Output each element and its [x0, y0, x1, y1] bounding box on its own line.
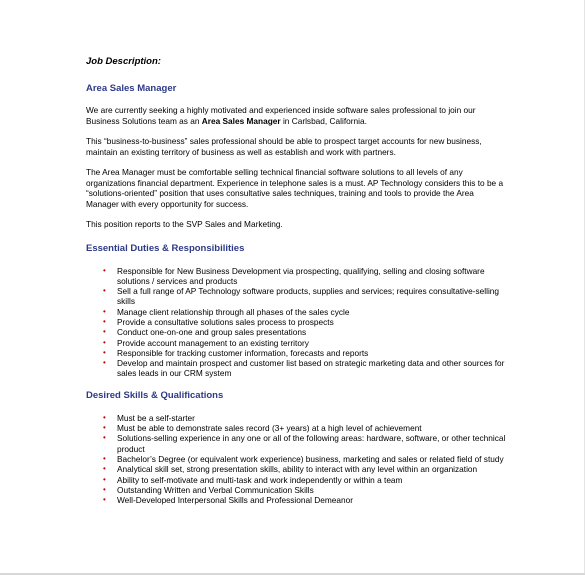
intro-text-start: We are currently seeking a highly motivated and experienced inside software sales professional to join our Business Solutions team as an [86, 105, 476, 126]
duty-item-text: Sell a full range of AP Technology software products, supplies and services; requires consultative-selling skills [117, 286, 500, 307]
skill-item [103, 464, 506, 475]
skills-list [86, 413, 506, 506]
duty-item-text: Provide account management to an existing territory [117, 337, 309, 348]
bullet-icon: • [103, 453, 106, 463]
skill-item-text: Must be a self-starter [117, 412, 195, 423]
skill-item-text: Must be able to demonstrate sales record (3+ years) at a high level of achievement [117, 423, 422, 434]
document-title: Job Description: [86, 56, 161, 67]
skill-item [103, 495, 506, 506]
b2b-paragraph: This “business-to-business” sales professional should be able to prospect target accounts for new business, maintain an existing territory of business as well as establish and work with partners. [86, 136, 482, 157]
skill-item [103, 433, 506, 454]
skill-item [103, 423, 506, 434]
skill-item-text: Well-Developed Interpersonal Skills and Professional Demeanor [117, 495, 353, 506]
bullet-icon: • [103, 286, 106, 296]
bullet-icon: • [103, 464, 106, 474]
intro-position-name: Area Sales Manager [201, 115, 281, 126]
duty-item-text: Responsible for New Business Development via prospecting, qualifying, selling and closing software solutions / services and products [117, 265, 485, 286]
bullet-icon: • [103, 484, 106, 494]
bullet-icon: • [103, 347, 106, 357]
position-heading: Area Sales Manager [86, 83, 177, 94]
duty-item-text: Responsible for tracking customer information, forecasts and reports [117, 347, 369, 358]
bullet-icon: • [103, 306, 106, 316]
skill-item-text: Analytical skill set, strong presentation skills, ability to interact with any level within an organization [117, 464, 478, 475]
skill-item-text: Bachelor’s Degree (or equivalent work experience) business, marketing and sales or related field of study [117, 453, 504, 464]
duties-list [86, 266, 506, 379]
duty-item-text: Conduct one-on-one and group sales presentations [117, 327, 307, 338]
bullet-icon: • [103, 495, 106, 505]
bullet-icon: • [103, 316, 106, 326]
skill-item-text: Outstanding Written and Verbal Communication Skills [117, 484, 314, 495]
duties-heading: Essential Duties & Responsibilities [86, 242, 245, 254]
skill-item [103, 484, 506, 495]
document-body [86, 56, 506, 505]
duty-item [103, 337, 506, 348]
duty-item [103, 265, 506, 287]
intro-text-end: in Carlsbad, California. [280, 115, 367, 126]
bullet-icon: • [103, 327, 106, 337]
duty-item [103, 286, 506, 307]
skill-item [103, 453, 506, 464]
reports-to-paragraph: This position reports to the SVP Sales and Marketing. [86, 219, 283, 229]
skill-item-text: Ability to self-motivate and multi-task and work independently or within a team [117, 474, 403, 485]
bullet-icon: • [103, 412, 106, 422]
bullet-icon: • [103, 265, 106, 275]
bullet-icon: • [103, 423, 106, 433]
duty-item [103, 327, 506, 338]
bullet-icon: • [103, 337, 106, 347]
duty-item [103, 316, 506, 327]
skill-item [103, 474, 506, 485]
skills-heading: Desired Skills & Qualifications [86, 389, 224, 401]
duty-item-text: Manage client relationship through all phases of the sales cycle [117, 306, 350, 317]
skill-item-text: Solutions-selling experience in any one or all of the following areas: hardware, software, or other technical product [117, 433, 506, 454]
duty-item [103, 347, 506, 358]
duty-item-text: Provide a consultative solutions sales process to prospects [117, 316, 334, 327]
bullet-icon: • [103, 358, 106, 368]
duty-item [103, 358, 506, 379]
intro-paragraph [86, 105, 506, 126]
area-manager-paragraph: The Area Manager must be comfortable selling technical financial software solutions to all levels of any organizations financial department. Experience in telephone sales is a must. AP Technology considers this to be a “solutions-oriented” position that uses consultative sales techniques, training and tools to provide the Area Manager with every opportunity for success. [86, 167, 504, 209]
duty-item-text: Develop and maintain prospect and customer list based on strategic marketing data and other sources for sales leads in our CRM system [117, 358, 505, 379]
bullet-icon: • [103, 474, 106, 484]
bullet-icon: • [103, 433, 106, 443]
skill-item [103, 412, 506, 423]
duty-item [103, 306, 506, 317]
